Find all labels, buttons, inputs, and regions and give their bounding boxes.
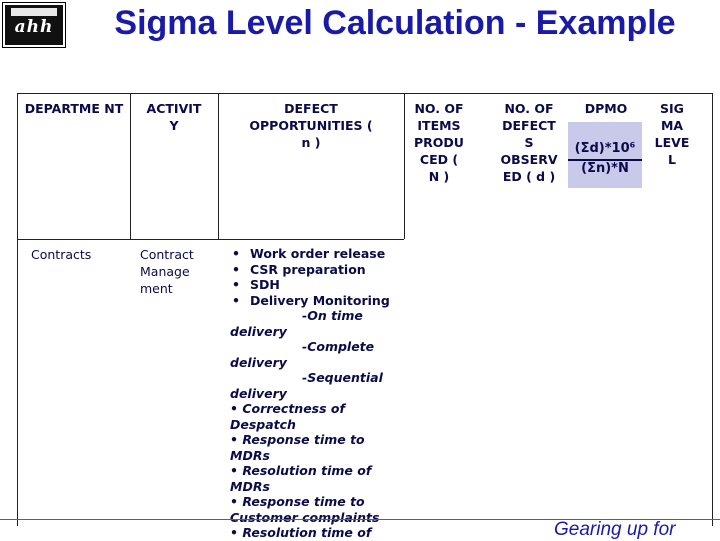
header-department: DEPARTME NT (24, 101, 124, 116)
footer-text: Gearing up for (554, 519, 676, 540)
list-item: • Resolution time of (230, 525, 372, 540)
list-item: • CSR preparation (232, 261, 366, 277)
list-item: • Correctness of Despatch (230, 401, 345, 432)
logo-text: ahh (14, 17, 54, 37)
header-dpmo: DPMO (584, 101, 628, 116)
dpmo-numerator: (Σd)*10⁶ (574, 141, 636, 156)
company-logo (0, 0, 64, 46)
sub-item: -Complete (302, 339, 375, 354)
col-divider-1 (130, 93, 131, 239)
dpmo-denominator: (Σn)*N (581, 161, 629, 176)
list-item: • Response time to Customer complaints (230, 494, 380, 525)
sub-item: -On time (302, 308, 363, 323)
header-items-produced: NO. OF ITEMS PRODU CED ( N ) (414, 101, 464, 184)
sub-item: -Sequential (302, 370, 383, 385)
defect-opportunities-list (230, 246, 390, 541)
logo-top-band (11, 8, 57, 16)
sub-item-cont: delivery (230, 385, 287, 401)
col-divider-2 (218, 93, 219, 239)
list-item: • Response time to MDRs (230, 432, 365, 463)
logo-badge (3, 3, 65, 47)
sub-item-cont: delivery (230, 323, 287, 339)
header-sigma-level: SIG MA LEVE L (654, 101, 690, 167)
header-defect-opportunities: DEFECT OPPORTUNITIES ( n ) (249, 101, 373, 150)
cell-department: Contracts (31, 247, 92, 262)
cell-activity: Contract Manage ment (140, 247, 194, 296)
list-item: • SDH (232, 277, 280, 292)
sub-item-cont: delivery (230, 354, 287, 370)
slide-title: Sigma Level Calculation - Example (114, 4, 676, 42)
list-item: • Resolution time of MDRs (230, 463, 372, 494)
col-divider-3 (404, 93, 405, 239)
list-item: • Work order release (232, 246, 386, 261)
header-activity: ACTIVIT Y (146, 101, 202, 133)
list-item: • Delivery Monitoring (232, 292, 390, 308)
header-defects-observed: NO. OF DEFECT S OBSERV ED ( d ) (500, 101, 558, 184)
header-row-divider (17, 239, 404, 240)
